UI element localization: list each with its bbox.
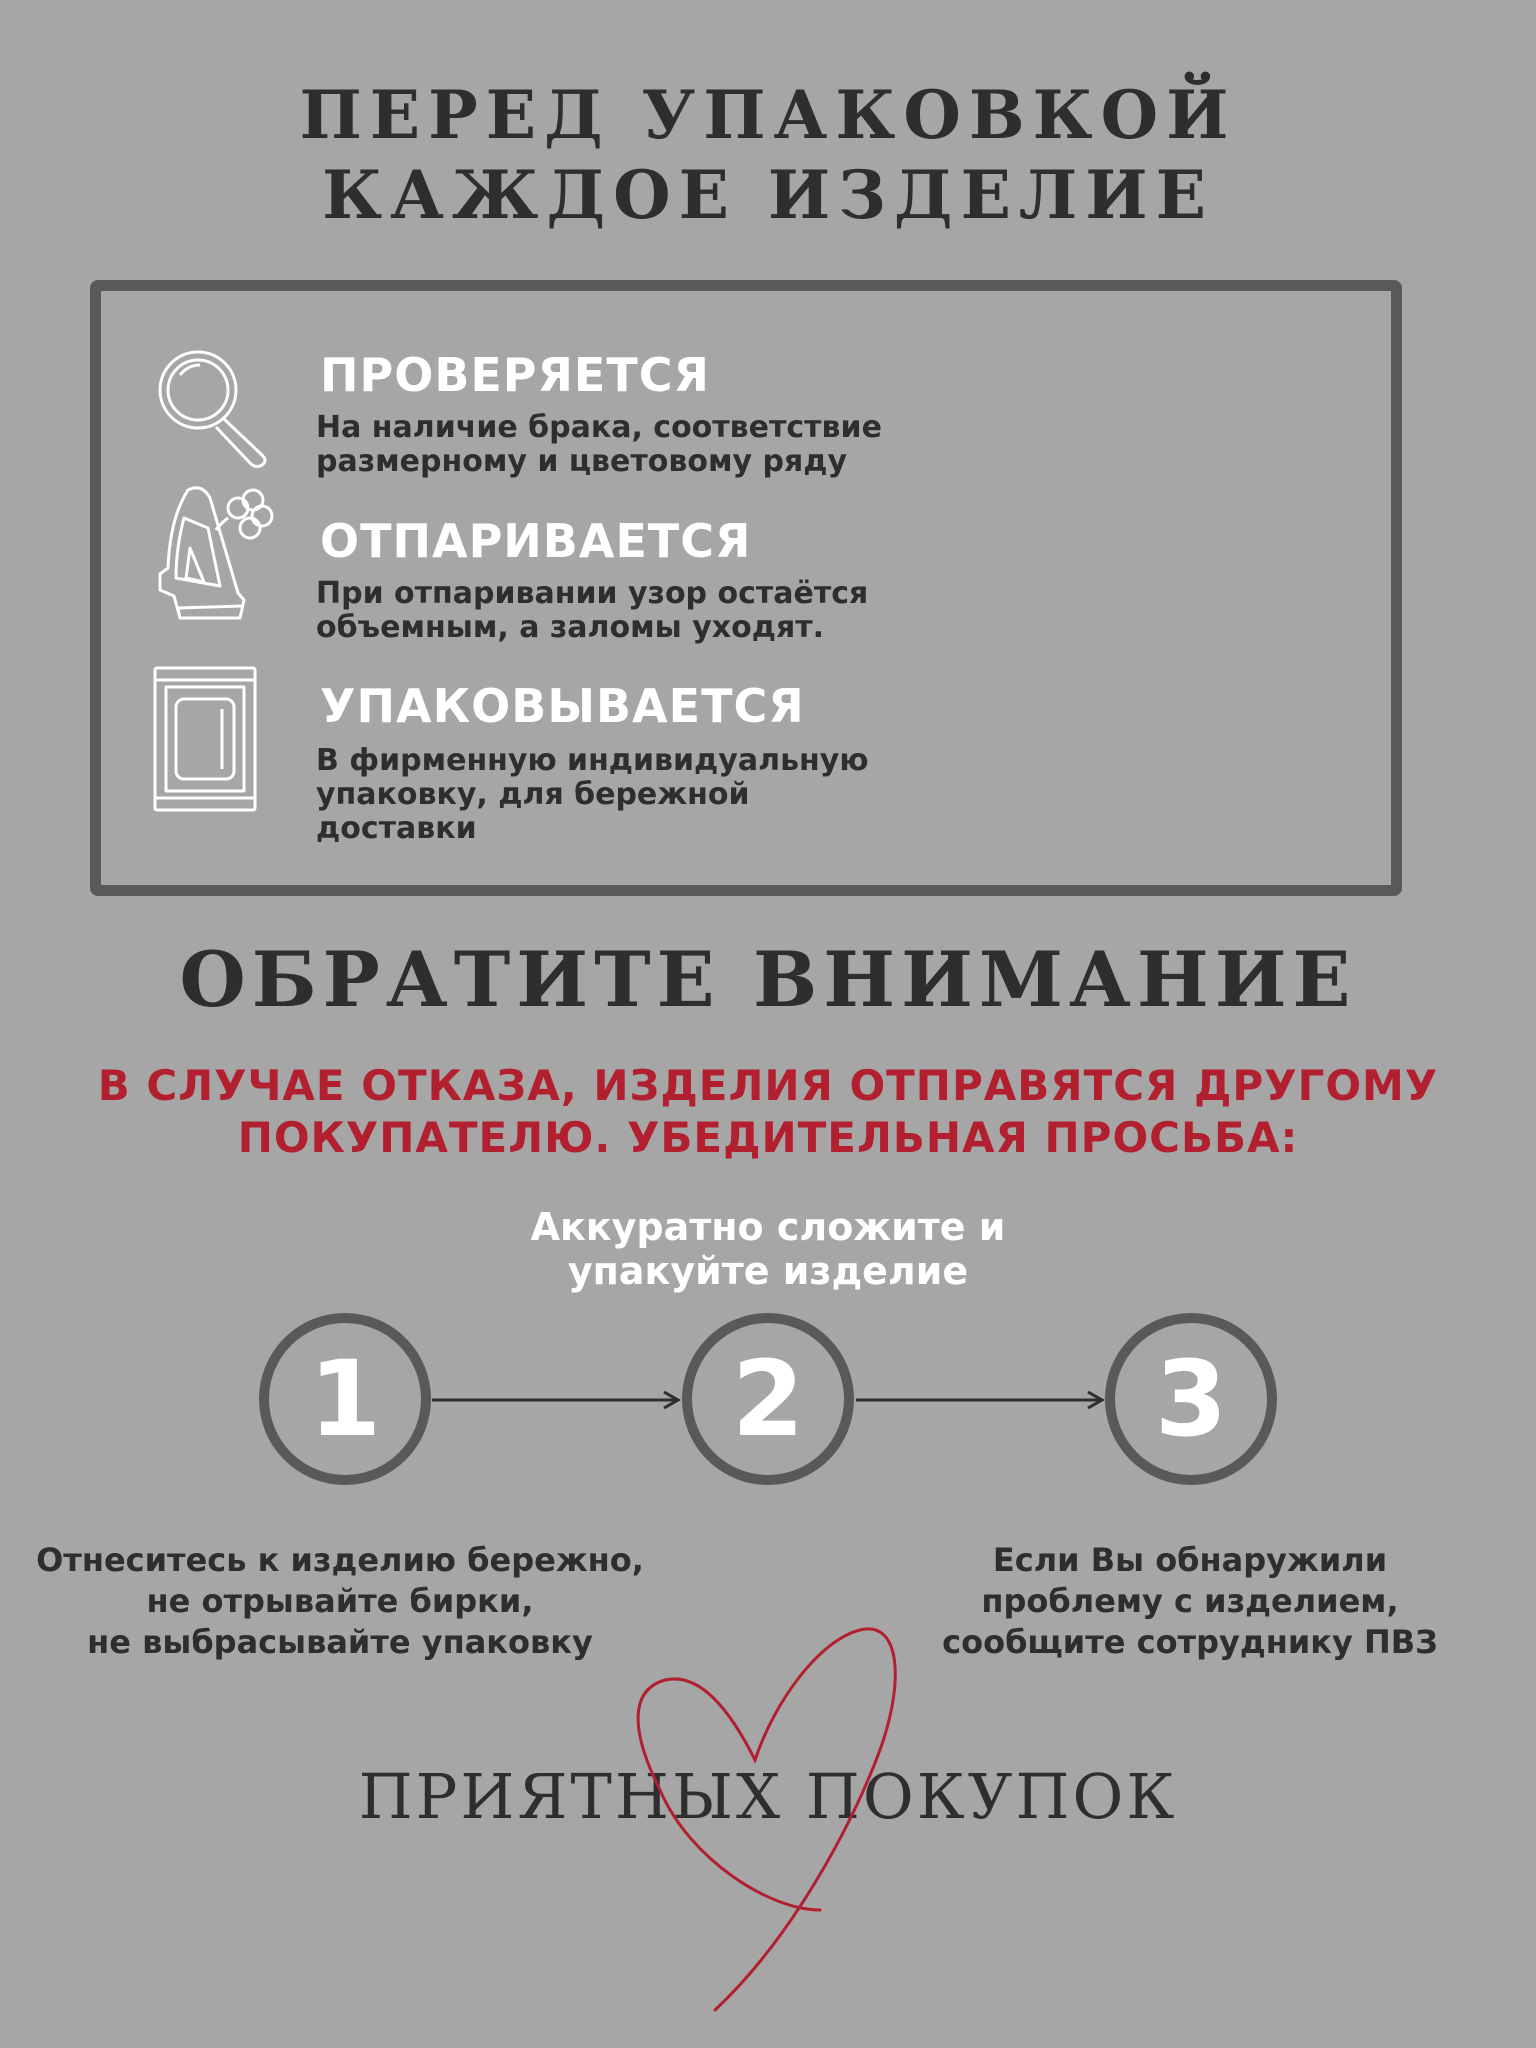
step-2-caption	[0, 1205, 1536, 1293]
check-description-line: На наличие брака, соответствие	[316, 410, 882, 445]
check-title: ПРОВЕРЯЕТСЯ	[320, 348, 710, 402]
heart-icon	[0, 1620, 1536, 2020]
step-3-note-line: проблему с изделием,	[981, 1582, 1399, 1620]
step-2-caption-line: упакуйте изделие	[567, 1249, 969, 1293]
page-title-line-2: КАЖДОЕ ИЗДЕЛИЕ	[322, 156, 1214, 234]
check-description-line: размерному и цветовому ряду	[316, 444, 848, 479]
refusal-warning	[0, 1060, 1536, 1164]
step-1-note-line: Отнеситесь к изделию бережно,	[36, 1541, 644, 1579]
pack-description-line: В фирменную индивидуальную	[316, 743, 869, 778]
step-1-note-line: не выбрасывайте упаковку	[87, 1623, 593, 1661]
check-description	[316, 411, 956, 479]
pack-description-line: упаковку, для бережной	[316, 777, 750, 812]
page-title	[0, 75, 1536, 235]
page-title-line-1: ПЕРЕД УПАКОВКОЙ	[299, 76, 1237, 154]
step-2-circle: 2	[682, 1313, 854, 1485]
steam-description	[316, 577, 956, 645]
pack-title: УПАКОВЫВАЕТСЯ	[320, 679, 805, 733]
footer-greeting: ПРИЯТНЫХ ПОКУПОК	[358, 1760, 1178, 1833]
iron-icon	[150, 478, 280, 623]
step-2-caption-line: Аккуратно сложите и	[530, 1205, 1006, 1249]
step-3-note-line: Если Вы обнаружили	[992, 1541, 1388, 1579]
warning-line: ПОКУПАТЕЛЮ. УБЕДИТЕЛЬНАЯ ПРОСЬБА:	[237, 1113, 1299, 1162]
step-1-note-line: не отрывайте бирки,	[146, 1582, 534, 1620]
step-3-note-line: сообщите сотруднику ПВЗ	[942, 1623, 1438, 1661]
step-1-circle: 1	[259, 1313, 431, 1485]
steam-description-line: При отпаривании узор остаётся	[316, 576, 869, 611]
pack-description	[316, 744, 956, 846]
attention-heading: ОБРАТИТЕ ВНИМАНИЕ	[179, 935, 1357, 1024]
warning-line: В СЛУЧАЕ ОТКАЗА, ИЗДЕЛИЯ ОТПРАВЯТСЯ ДРУГОМУ	[97, 1061, 1439, 1110]
pack-description-line: доставки	[316, 811, 477, 846]
package-icon	[152, 665, 258, 813]
steam-title: ОТПАРИВАЕТСЯ	[320, 514, 752, 568]
steam-description-line: объемным, а заломы уходят.	[316, 610, 825, 645]
step-3-circle: 3	[1105, 1313, 1277, 1485]
magnifier-icon	[150, 345, 275, 470]
